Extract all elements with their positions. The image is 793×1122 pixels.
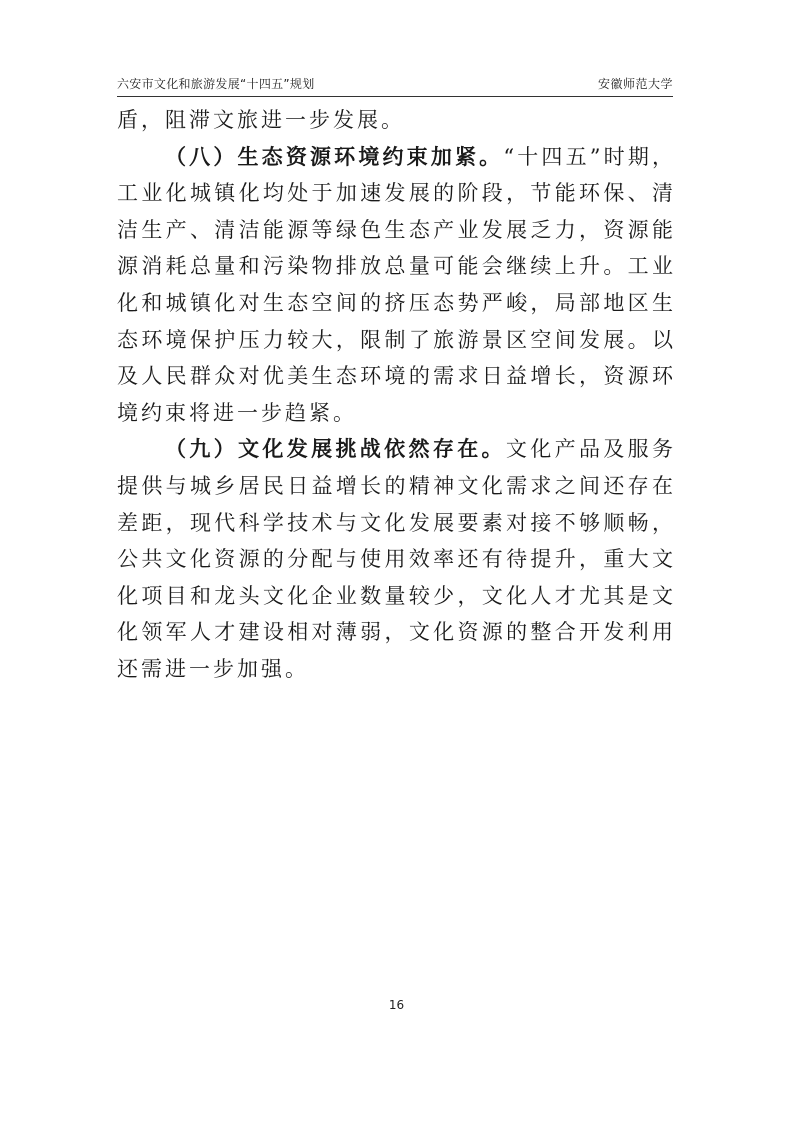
paragraph-section-8 [117, 139, 676, 432]
section-9-heading: （九）文化发展挑战依然存在。 [165, 436, 506, 462]
page-number: 16 [388, 998, 405, 1012]
paragraph-continuation [117, 102, 676, 139]
paragraph-continuation-text: 盾，阻滞文旅进一步发展。 [117, 108, 405, 132]
section-9-text: 文化产品及服务提供与城乡居民日益增长的精神文化需求之间还存在差距，现代科学技术与文化发展要素对接不够顺畅，公共文化资源的分配与使用效率还有待提升，重大文化项目和龙头文化企业数量较少，文化人才尤其是文化领军人才建设相对薄弱，文化资源的整合开发利用还需进一步加强。 [117, 437, 677, 681]
paragraph-section-9 [117, 431, 676, 687]
document-body [117, 102, 676, 688]
header-divider [117, 96, 673, 97]
header-document-title: 六安市文化和旅游发展“十四五”规划 [117, 77, 315, 91]
section-8-text: “十四五”时期，工业化城镇化均处于加速发展的阶段，节能环保、清洁生产、清洁能源等绿色生态产业发展乏力，资源能源消耗总量和污染物排放总量可能会继续上升。工业化和城镇化对生态空间的挤压态势严峻，局部地区生态环境保护压力较大，限制了旅游景区空间发展。以及人民群众对优美生态环境的需求日益增长，资源环境约束将进一步趋紧。 [117, 144, 676, 425]
section-8-heading: （八）生态资源环境约束加紧。 [165, 143, 504, 169]
header-institution: 安徽师范大学 [597, 77, 673, 91]
page-header [117, 75, 673, 95]
